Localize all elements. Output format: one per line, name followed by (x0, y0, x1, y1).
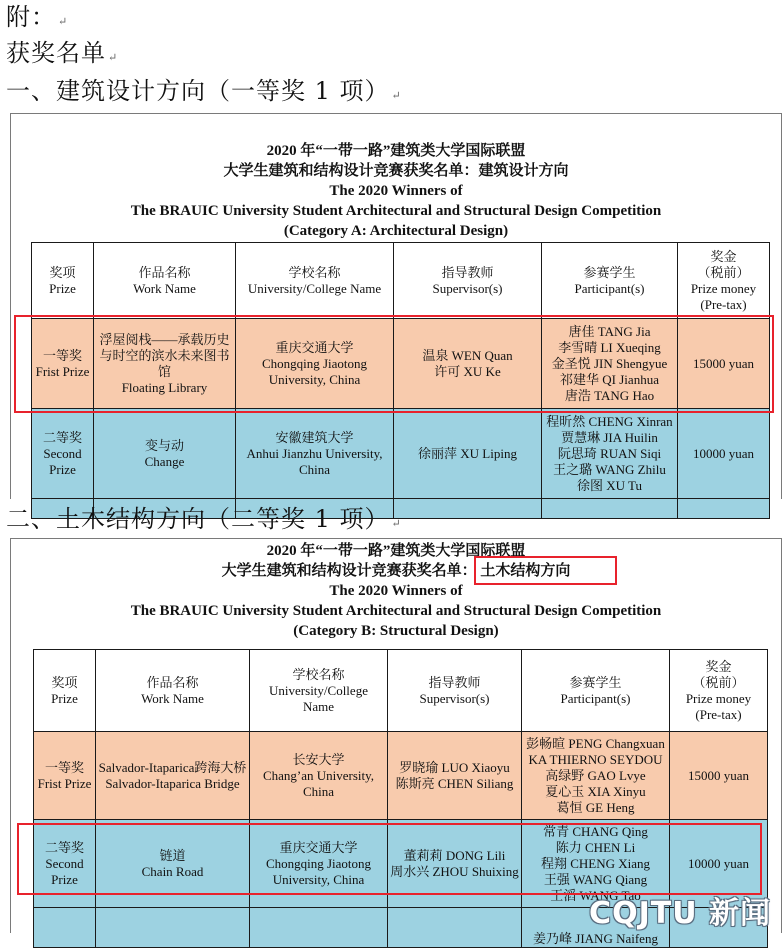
table-a-title-cn-2: 大学生建筑和结构设计竞赛获奖名单：建筑设计方向 (223, 163, 569, 179)
header-participants: 参赛学生 Participant(s) (522, 650, 670, 732)
prize-money-cell: 10000 yuan (678, 409, 770, 499)
header-supervisor: 指导教师 Supervisor(s) (394, 243, 542, 319)
prize-cell: 一等奖 Frist Prize (34, 732, 96, 820)
table-b-title-en-3: (Category B: Structural Design) (293, 623, 499, 639)
school-cell (250, 908, 388, 948)
work-name-cell: 变与动 Change (94, 409, 236, 499)
participants-cell: 常青 CHANG Qing 陈力 CHEN Li 程翔 CHENG Xiang 王强 WANG Qiang 王滔 WANG Tao (522, 820, 670, 908)
supervisor-cell: 董莉莉 DONG Lili 周水兴 ZHOU Shuixing (388, 820, 522, 908)
header-school: 学校名称 University/College Name (250, 650, 388, 732)
prize-cell (34, 908, 96, 948)
school-cell: 长安大学 Chang’an University, China (250, 732, 388, 820)
table-a-title-en-1: The 2020 Winners of (329, 183, 463, 199)
school-cell: 安徽建筑大学 Anhui Jianzhu University, China (236, 409, 394, 499)
work-name-cell: 浮屋阅栈——承载历史 与时空的滨水未来图书 馆 Floating Library (94, 319, 236, 409)
structural-category-highlight-box (474, 556, 617, 585)
table-header-row (34, 650, 768, 732)
prize-cell: 二等奖 Second Prize (34, 820, 96, 908)
school-cell: 重庆交通大学 Chongqing Jiaotong University, China (250, 820, 388, 908)
header-prize: 奖项 Prize (34, 650, 96, 732)
header-work-name: 作品名称 Work Name (94, 243, 236, 319)
first-prize-highlight-box (14, 315, 774, 413)
school-cell: 重庆交通大学 Chongqing Jiaotong University, China (236, 319, 394, 409)
supervisor-cell: 温泉 WEN Quan 许可 XU Ke (394, 319, 542, 409)
work-name-cell: 链道 Chain Road (96, 820, 250, 908)
paragraph-mark: ↵ (391, 517, 402, 530)
prize-cell: 二等奖 Second Prize (32, 409, 94, 499)
prize-money-cell: 15000 yuan (678, 319, 770, 409)
header-work-name: 作品名称 Work Name (96, 650, 250, 732)
award-list-title: 获奖名单 ↵ (6, 39, 119, 67)
participants-cell: 彭畅暄 PENG Changxuan KA THIERNO SEYDOU 高绿野 GAO Lvye 夏心玉 XIA Xinyu 葛恒 GE Heng (522, 732, 670, 820)
prize-money-cell: 15000 yuan (670, 732, 768, 820)
table-b-title-en-2: The BRAUIC University Student Architectural and Structural Design Competition (130, 603, 662, 619)
table-b-title-cn-2: 大学生建筑和结构设计竞赛获奖名单： 土木结构方向 (221, 563, 571, 579)
supervisor-cell: 罗晓瑜 LUO Xiaoyu 陈斯亮 CHEN Siliang (388, 732, 522, 820)
second-prize-highlight-box (17, 823, 762, 895)
table-a-title-cn-1: 2020 年“一带一路”建筑类大学国际联盟 (266, 143, 526, 159)
work-name-cell: Salvador-Itaparica跨海大桥 Salvador-Itaparica Bridge (96, 732, 250, 820)
paragraph-mark: ↵ (391, 89, 402, 102)
supervisor-cell (388, 908, 522, 948)
structural-category-label: 土木结构方向 (480, 563, 571, 579)
participants-cell: 程昕然 CHENG Xinran 贾慧琳 JIA Huilin 阮思琦 RUAN Siqi 王之璐 WANG Zhilu 徐图 XU Tu (542, 409, 678, 499)
supervisor-cell: 徐丽萍 XU Liping (394, 409, 542, 499)
attachment-label: 附： ↵ (6, 3, 69, 31)
table-header-row (32, 243, 770, 319)
watermark-logo: CQJTU 新闻 (589, 896, 771, 931)
section2-heading: 二、土木结构方向（二等奖 1 项） ↵ (6, 505, 402, 533)
table-a-title-en-3: (Category A: Architectural Design) (283, 223, 509, 239)
header-school: 学校名称 University/College Name (236, 243, 394, 319)
header-participants: 参赛学生 Participant(s) (542, 243, 678, 319)
work-name-cell (96, 908, 250, 948)
architecture-award-panel (10, 113, 782, 499)
prize-money-cell: 10000 yuan (670, 820, 768, 908)
participants-cell: 唐佳 TANG Jia 李雪晴 LI Xueqing 金圣悦 JIN Shengyue 祁建华 QI Jianhua 唐浩 TANG Hao (542, 319, 678, 409)
participants-cell: 姜乃峰 JIANG Naifeng (522, 908, 670, 948)
table-row (32, 409, 770, 499)
table-b-title-cn-1: 2020 年“一带一路”建筑类大学国际联盟 (266, 543, 526, 559)
header-prize: 奖项 Prize (32, 243, 94, 319)
header-supervisor: 指导教师 Supervisor(s) (388, 650, 522, 732)
paragraph-mark: ↵ (58, 15, 69, 28)
paragraph-mark: ↵ (108, 51, 119, 64)
header-prize-money: 奖金 （税前） Prize money (Pre-tax) (670, 650, 768, 732)
prize-cell: 一等奖 Frist Prize (32, 319, 94, 409)
table-b-title-en-1: The 2020 Winners of (329, 583, 463, 599)
table-row (34, 732, 768, 820)
table-a-title-en-2: The BRAUIC University Student Architectural and Structural Design Competition (130, 203, 662, 219)
header-prize-money: 奖金 （税前） Prize money (Pre-tax) (678, 243, 770, 319)
section1-heading: 一、建筑设计方向（一等奖 1 项） ↵ (6, 77, 402, 105)
